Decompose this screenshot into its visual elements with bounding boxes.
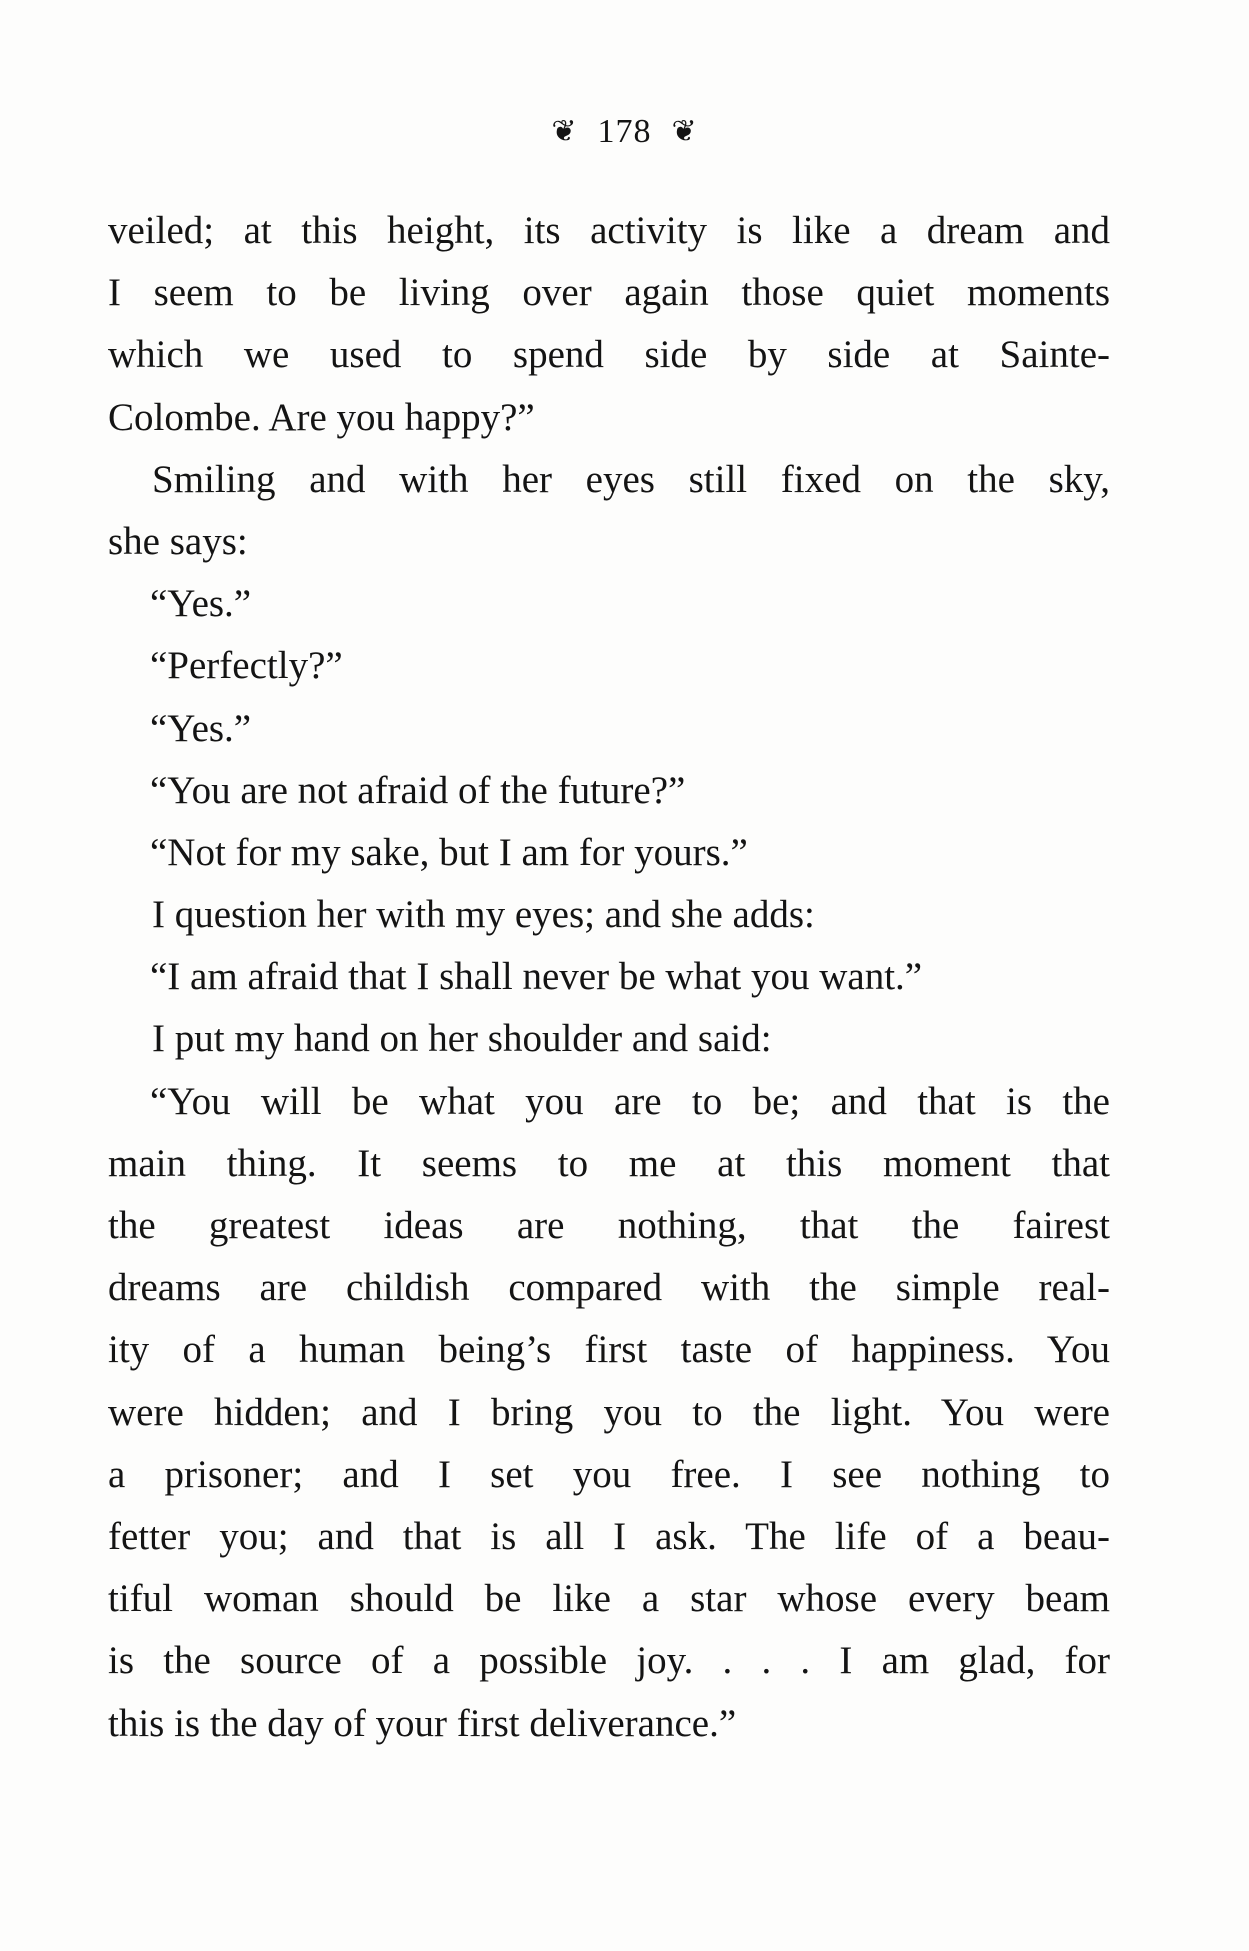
page-number: 178 bbox=[597, 113, 652, 151]
text-line: this is the day of your first deliverance.” bbox=[108, 1701, 737, 1745]
text-line: which we used to spend side by side at Sainte- bbox=[108, 333, 1110, 377]
text-line: dreams are childish compared with the simple real- bbox=[108, 1266, 1110, 1310]
text-line: “Yes.” bbox=[150, 706, 252, 750]
text-line: Smiling and with her eyes still fixed on the sky, bbox=[152, 457, 1110, 501]
text-line: ity of a human being’s first taste of happiness. You bbox=[108, 1328, 1110, 1372]
text-line: fetter you; and that is all I ask. The life of a beau- bbox=[108, 1514, 1110, 1558]
text-line: “Not for my sake, but I am for yours.” bbox=[150, 830, 748, 874]
text-line: tiful woman should be like a star whose every beam bbox=[108, 1577, 1110, 1621]
text-line: main thing. It seems to me at this moment that bbox=[108, 1141, 1110, 1185]
body-text bbox=[108, 200, 1110, 1755]
text-line: veiled; at this height, its activity is like a dream and bbox=[108, 209, 1110, 252]
text-line: Colombe. Are you happy?” bbox=[108, 395, 535, 439]
text-line: she says: bbox=[108, 519, 248, 563]
text-line: I put my hand on her shoulder and said: bbox=[152, 1017, 772, 1061]
fleuron-right-icon: ❦ bbox=[671, 115, 698, 149]
text-line: “Yes.” bbox=[150, 582, 252, 626]
text-line: the greatest ideas are nothing, that the fairest bbox=[108, 1204, 1110, 1247]
text-line: a prisoner; and I set you free. I see nothing to bbox=[108, 1452, 1110, 1496]
text-line: “I am afraid that I shall never be what you want.” bbox=[150, 955, 923, 999]
text-line: “You are not afraid of the future?” bbox=[150, 768, 686, 812]
fleuron-left-icon: ❦ bbox=[551, 115, 578, 149]
text-line: I question her with my eyes; and she adds: bbox=[152, 893, 815, 937]
text-line: were hidden; and I bring you to the light. You were bbox=[108, 1390, 1110, 1434]
text-line: “Perfectly?” bbox=[150, 644, 343, 688]
running-head bbox=[0, 110, 1249, 152]
text-line: I seem to be living over again those quiet moments bbox=[108, 271, 1110, 315]
text-line: is the source of a possible joy. . . . I am glad, for bbox=[108, 1639, 1110, 1683]
text-line: “You will be what you are to be; and that is the bbox=[150, 1079, 1110, 1123]
